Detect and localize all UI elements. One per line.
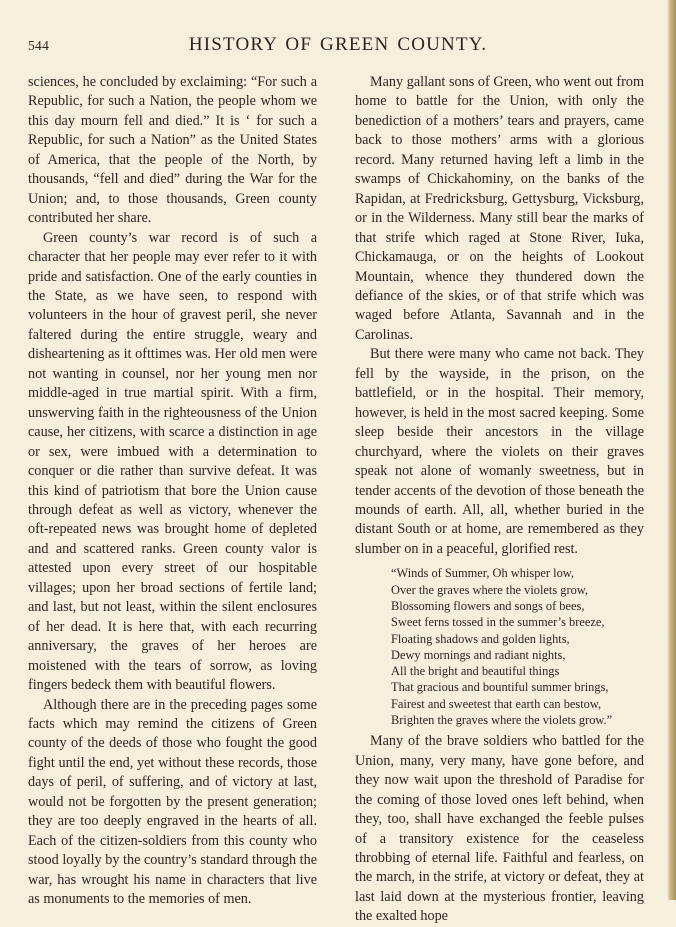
poem-line: All the bright and beautiful things <box>391 664 560 679</box>
paragraph: Many gallant sons of Green, who went out from home to battle for the Union, with only the benediction of a mothers’ tears and prayers, came back to those mothers’ arms with a glorious record. Many returned having left a limb in the swamps of Chickahominy, on the banks of the Rapidan, at Fredricksburg, Gettysburg, Vicksburg, or in the Wilderness. Many still bear the marks of that strife which raged at Stone River, Iuka, Chickamauga, or on the heights of Lookout Mountain, whence they thundered down the defiance of the skies, or of that strife which was waged before Atlanta, Savannah and in the Carolinas. <box>355 74 644 343</box>
right-column <box>355 73 644 927</box>
paragraph: Many of the brave soldiers who battled for the Union, many, very many, have gone before, and they now wait upon the threshold of Paradise for the coming of those loved ones left behind, when they, too, shall have exchanged the feeble pulses of a transitory existence for the ceaseless throbbing of eternal life. Faithful and fearless, on the march, in the strife, at victory or defeat, they at last laid down at the mysterious frontier, leaving the exalted hope <box>355 733 644 925</box>
running-head: HISTORY OF GREEN COUNTY. <box>188 34 488 55</box>
page-header <box>28 34 648 58</box>
paragraph: Although there are in the preceding pages some facts which may remind the citizens of Green county of the deeds of those who fought the good fight until the end, yet without these records, those days of peril, of suffering, and of victory at last, would not be forgotten by the present generation; they are too deeply engraved in the hearts of all. Each of the citizen-soldiers from this county who stood loyally by the country’s standard through the war, has wrought his name in characters that live as monuments to the memories of men. <box>28 696 317 908</box>
poem-line: Dewy mornings and radiant nights, <box>391 647 566 662</box>
page-number: 544 <box>28 38 50 53</box>
poem-line: Blossoming flowers and songs of bees, <box>391 598 585 613</box>
poem-line: That gracious and bountiful summer brings, <box>391 680 609 695</box>
poem <box>355 565 644 728</box>
paragraph: Green county’s war record is of such a character that her people may ever refer to it with pride and satisfaction. One of the early counties in the State, as we have seen, to respond with volunteers in the hour of gravest peril, she never faltered during the entire struggle, weary and disheartening as it ofttimes was. Her old men were not wanting in counsel, nor her young men nor middle-aged in true martial spirit. With a firm, unswerving faith in the righteousness of the Union cause, her citizens, with scarce a distinction in age or sex, were imbued with a determination to conquer or die rather than survive defeat. It was this kind of patriotism that bore the Union cause through defeat as well as victory, whenever the oft-repeated news was brought home of depleted and and scattered ranks. Green county valor is attested upon every street of our hospitable villages; upon her broad sections of fertile land; and last, but not least, within the silent enclosures of her dead. It is here that, with each recurring anniversary, the graves of her heroes are moistened with the tears of sorrow, as loving fingers bedeck them with beautiful flowers. <box>28 229 317 694</box>
poem-line: “Winds of Summer, Oh whisper low, <box>391 566 575 581</box>
poem-line: Sweet ferns tossed in the summer’s breeze, <box>391 615 605 630</box>
left-column <box>28 73 317 909</box>
paragraph: sciences, he concluded by exclaiming: “For such a Republic, for such a Nation, the people whom we this day mourn fell and died.” It is ‘ for such a Republic, for such a Nation” as the United States of America, that the people of the North, by thousands, “fell and died” during the War for the Union; and, to those thousands, Green county contributed her share. <box>28 74 317 227</box>
poem-line: Floating shadows and golden lights, <box>391 631 570 646</box>
page-edge-shadow <box>667 0 676 900</box>
poem-line: Over the graves where the violets grow, <box>391 582 589 597</box>
paragraph: But there were many who came not back. They fell by the wayside, in the prison, on the battlefield, or in the hospital. Their memory, however, is held in the most sacred keeping. Some sleep beside their ancestors in the village churchyard, where the violets on their graves speak not alone of womanly sweetness, but in tender accents of the devotion of those beneath the mounds of earth. All, all, whether buried in the distant South or at home, are remembered as they slumber on in a peaceful, glorified rest. <box>355 346 644 557</box>
poem-line: Brighten the graves where the violets grow.” <box>391 713 613 727</box>
poem-line: Fairest and sweetest that earth can bestow, <box>391 696 602 711</box>
